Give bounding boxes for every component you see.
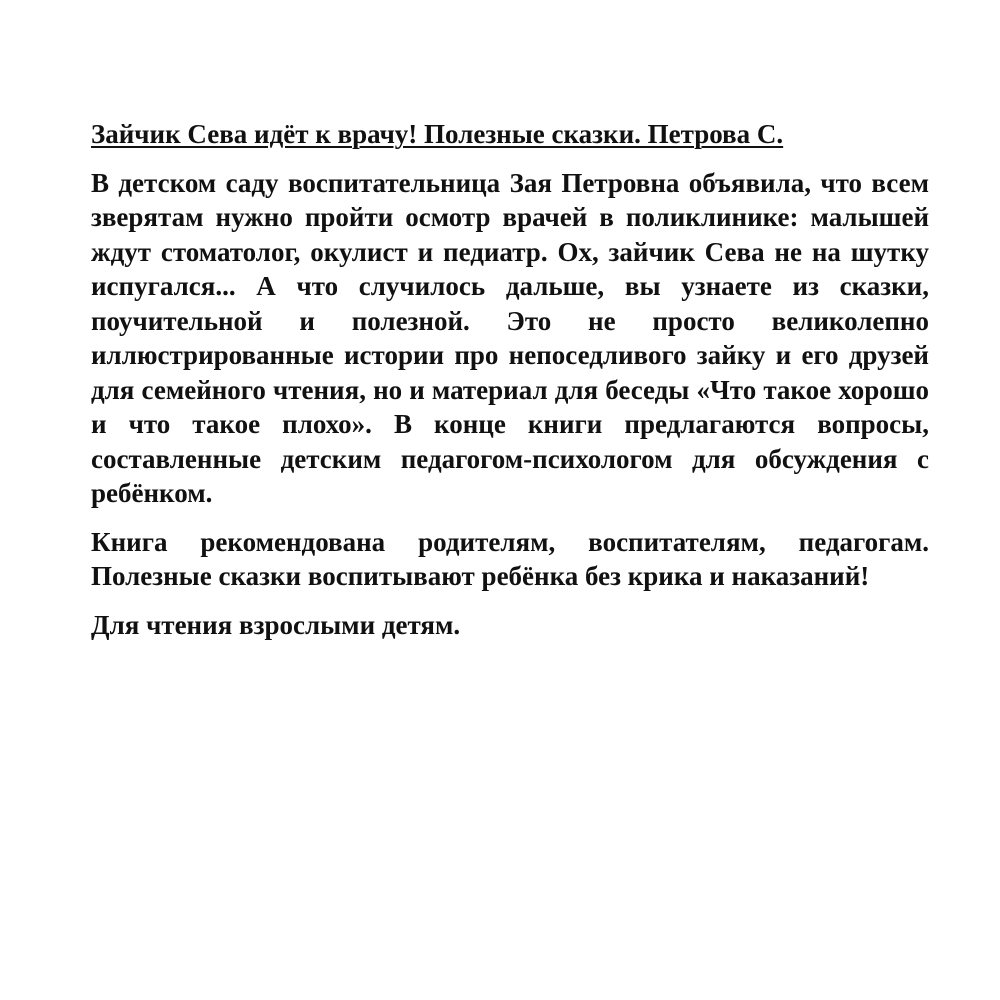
recommendation-paragraph: Книга рекомендована родителям, воспитателям, педагогам. Полезные сказки воспитывают ребёнка без крика и наказаний! [91, 526, 929, 591]
document-body [91, 117, 929, 656]
document-title: Зайчик Сева идёт к врачу! Полезные сказки. Петрова С. [91, 119, 784, 149]
description-paragraph: В детском саду воспитательница Зая Петровна объявила, что всем зверятам нужно пройти осмотр врачей в поликлинике: малышей ждут стоматолог, окулист и педиатр. Ох, зайчик Сева не на шутку испугался... А что случилось дальше, вы узнаете из сказки, поучительной и полезной. Это не просто великолепно иллюстрированные истории про непоседливого зайку и его друзей для семейного чтения, но и материал для беседы «Что такое хорошо и что такое плохо». В конце книги предлагаются вопросы, составленные детским педагогом-психологом для обсуждения с ребёнком. [91, 167, 929, 508]
audience-paragraph: Для чтения взрослыми детям. [91, 609, 461, 640]
